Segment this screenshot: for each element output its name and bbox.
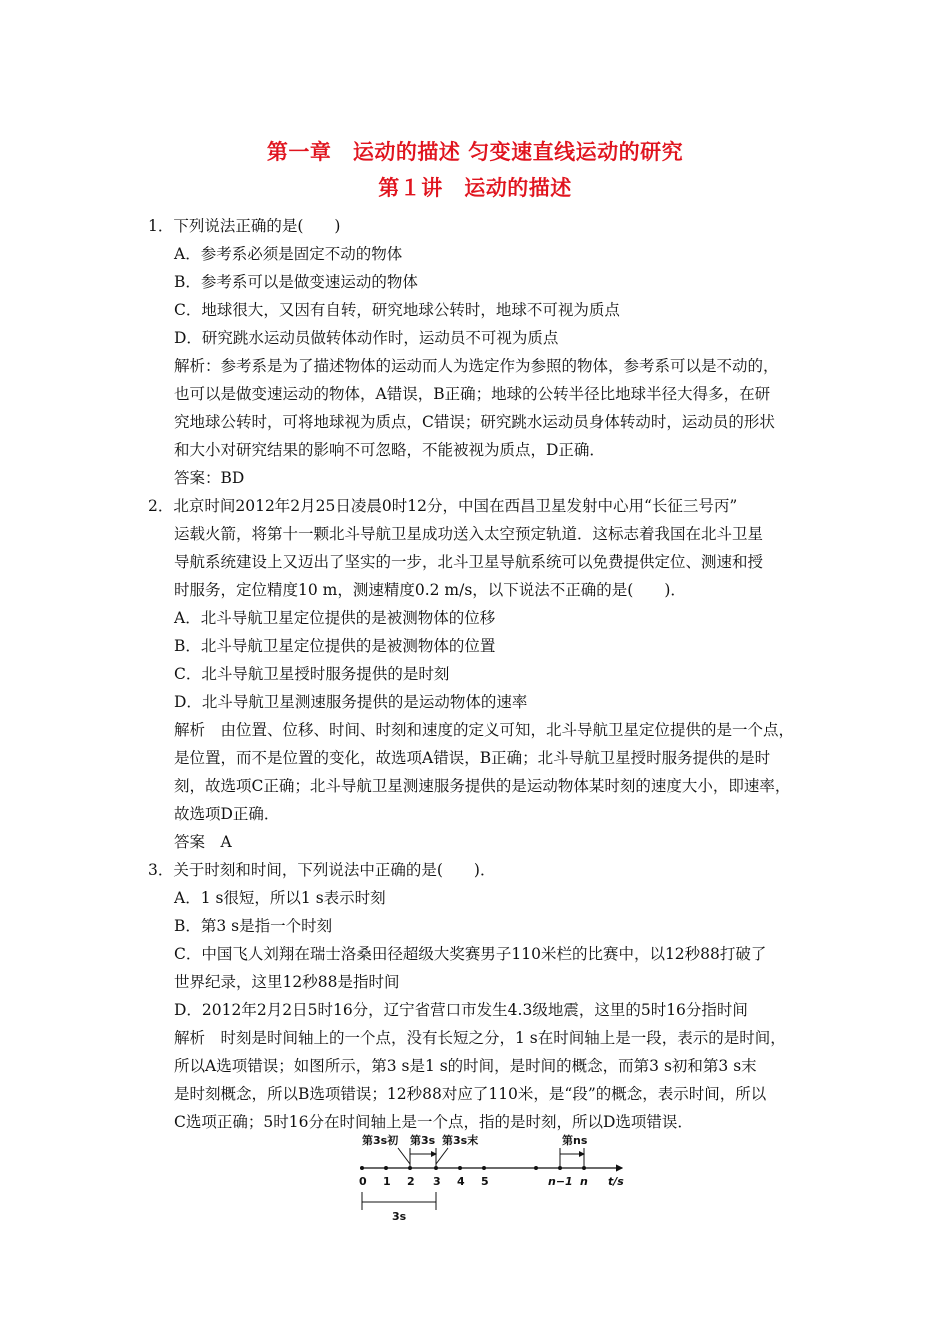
axis-point	[360, 1166, 364, 1170]
q3-analysis-line: 解析 时刻是时间轴上的一个点，没有长短之分，1 s在时间轴上是一段，表示的是时间，	[174, 1029, 786, 1047]
tick-label: 4	[457, 1175, 465, 1188]
span-3s-label: 3s	[392, 1210, 407, 1223]
q2-analysis-line: 解析 由位置、位移、时间、时刻和速度的定义可知，北斗导航卫星定位提供的是一个点，	[174, 721, 795, 739]
q1-analysis-line: 和大小对研究结果的影响不可忽略，不能被视为质点，D正确．	[174, 441, 605, 459]
q3-analysis-line: 所以A选项错误；如图所示，第3 s是1 s的时间，是时间的概念，而第3 s初和第3 s末	[174, 1057, 757, 1075]
tick-label: 1	[383, 1175, 391, 1188]
tick-label: n−1	[548, 1175, 573, 1188]
q2-stem-line: 时服务，定位精度10 m，测速精度0.2 m/s，以下说法不正确的是( )．	[174, 581, 686, 599]
q2-option-b: B．北斗导航卫星定位提供的是被测物体的位置	[174, 637, 496, 655]
q1-option-b: B．参考系可以是做变速运动的物体	[174, 273, 418, 291]
tick-label: 0	[359, 1175, 367, 1188]
q2-stem-line: 2．北京时间2012年2月25日凌晨0时12分，中国在西昌卫星发射中心用“长征三号丙”	[148, 497, 738, 515]
tick-label: 5	[481, 1175, 489, 1188]
q3-option-c: C．中国飞人刘翔在瑞士洛桑田径超级大奖赛男子110米栏的比赛中，以12秒88打破了	[174, 945, 767, 963]
time-axis-figure	[340, 1130, 640, 1235]
q2-analysis-line: 故选项D正确．	[174, 805, 280, 823]
label-3s-end: 第3s末	[442, 1134, 479, 1147]
q2-stem-line: 运载火箭，将第十一颗北斗导航卫星成功送入太空预定轨道．这标志着我国在北斗卫星	[174, 525, 764, 543]
lesson-title: 第１讲 运动的描述	[378, 175, 572, 200]
axis-point	[458, 1166, 462, 1170]
q1-analysis-line: 解析：参考系是为了描述物体的运动而人为选定作为参照的物体，参考系可以是不动的，	[174, 357, 779, 375]
axis-point	[434, 1166, 438, 1170]
q3-option-b: B．第3 s是指一个时刻	[174, 917, 333, 935]
q1-option-c: C．地球很大，又因有自转，研究地球公转时，地球不可视为质点	[174, 301, 620, 319]
q3-analysis-line: 是时刻概念，所以B选项错误；12秒88对应了110米，是“段”的概念，表示时间，所以	[174, 1085, 767, 1103]
q2-analysis-line: 刻，故选项C正确；北斗导航卫星测速服务提供的是运动物体某时刻的速度大小，即速率，	[174, 777, 791, 795]
q1-option-a: A．参考系必须是固定不动的物体	[174, 245, 403, 263]
tick-label: n	[580, 1175, 588, 1188]
q2-stem-line: 导航系统建设上又迈出了坚实的一步，北斗卫星导航系统可以免费提供定位、测速和授	[174, 553, 764, 571]
label-ns: 第ns	[562, 1134, 588, 1147]
axis-point	[558, 1166, 562, 1170]
axis-point	[582, 1166, 586, 1170]
q1-stem: 1．下列说法正确的是( )	[148, 217, 341, 235]
q1-analysis-line: 究地球公转时，可将地球视为质点，C错误；研究跳水运动员身体转动时，运动员的形状	[174, 413, 775, 431]
q3-stem: 3．关于时刻和时间，下列说法中正确的是( )．	[148, 861, 496, 879]
label-3s-start: 第3s初	[362, 1134, 399, 1147]
tick-label: 3	[433, 1175, 441, 1188]
pointer-3s-start	[398, 1148, 410, 1164]
axis-point	[408, 1166, 412, 1170]
chapter-title: 第一章 运动的描述 匀变速直线运动的研究	[266, 139, 684, 164]
q3-option-a: A．1 s很短，所以1 s表示时刻	[174, 889, 386, 907]
axis-point	[384, 1166, 388, 1170]
q3-analysis-line: C选项正确；5时16分在时间轴上是一个点，指的是时刻，所以D选项错误．	[174, 1113, 693, 1131]
q2-option-c: C．北斗导航卫星授时服务提供的是时刻	[174, 665, 450, 683]
axis-point	[534, 1166, 538, 1170]
q2-analysis-line: 是位置，而不是位置的变化，故选项A错误，B正确；北斗导航卫星授时服务提供的是时	[174, 749, 771, 767]
axis-point	[482, 1166, 486, 1170]
q1-answer: 答案：BD	[174, 469, 245, 487]
tick-label: t/s	[608, 1175, 624, 1188]
q1-analysis-line: 也可以是做变速运动的物体，A错误，B正确；地球的公转半径比地球半径大得多，在研	[174, 385, 771, 403]
q3-option-d: D．2012年2月2日5时16分，辽宁省营口市发生4.3级地震，这里的5时16分指时间	[174, 1001, 748, 1019]
q1-option-d: D．研究跳水运动员做转体动作时，运动员不可视为质点	[174, 329, 559, 347]
label-3s: 第3s	[410, 1134, 436, 1147]
q3-option-c-cont: 世界纪录，这里12秒88是指时间	[174, 973, 400, 991]
tick-label: 2	[407, 1175, 415, 1188]
q2-answer: 答案 A	[174, 833, 232, 851]
pointer-3s-end	[436, 1148, 448, 1164]
q2-option-d: D．北斗导航卫星测速服务提供的是运动物体的速率	[174, 693, 528, 711]
q2-option-a: A．北斗导航卫星定位提供的是被测物体的位移	[174, 609, 496, 627]
